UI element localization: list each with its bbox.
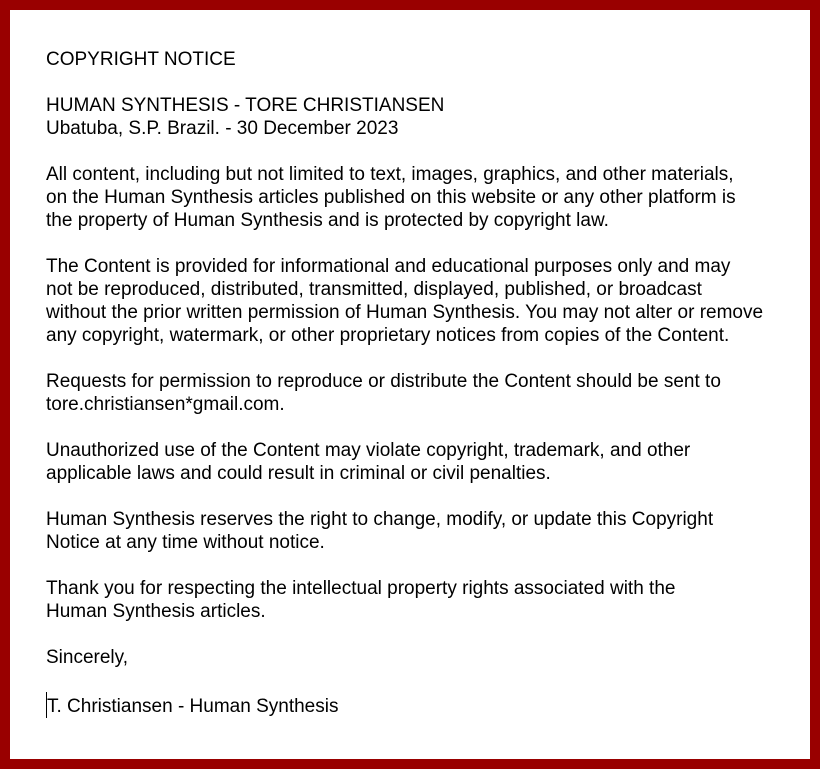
text-line: any copyright, watermark, or other proprietary notices from copies of the Content. <box>46 325 730 346</box>
paragraph <box>46 370 792 416</box>
text-line: not be reproduced, distributed, transmitted, displayed, published, or broadcast <box>46 279 702 300</box>
paragraph <box>46 439 792 485</box>
paragraph <box>46 255 792 347</box>
text-line: tore.christiansen*gmail.com. <box>46 394 285 415</box>
document-content[interactable] <box>10 10 810 718</box>
paragraph <box>46 163 792 232</box>
paragraph <box>46 577 792 623</box>
text-line: Human Synthesis articles. <box>46 601 266 622</box>
document-body <box>46 163 792 623</box>
signature-line <box>46 692 792 718</box>
signature-text: T. Christiansen - Human Synthesis <box>47 696 339 717</box>
text-line: the property of Human Synthesis and is protected by copyright law. <box>46 210 609 231</box>
text-line: Human Synthesis reserves the right to change, modify, or update this Copyright <box>46 509 714 530</box>
text-line: Unauthorized use of the Content may violate copyright, trademark, and other <box>46 440 691 461</box>
header-author-line: HUMAN SYNTHESIS - TORE CHRISTIANSEN <box>46 95 445 116</box>
text-line: The Content is provided for informational and educational purposes only and may <box>46 256 731 277</box>
header-place-date-line: Ubatuba, S.P. Brazil. - 30 December 2023 <box>46 118 399 139</box>
text-line: Thank you for respecting the intellectual property rights associated with the <box>46 578 676 599</box>
text-line: Notice at any time without notice. <box>46 532 325 553</box>
text-line: Requests for permission to reproduce or distribute the Content should be sent to <box>46 371 721 392</box>
page-title: COPYRIGHT NOTICE <box>46 49 236 70</box>
text-line: on the Human Synthesis articles published on this website or any other platform is <box>46 187 736 208</box>
paragraph <box>46 508 792 554</box>
closing-line: Sincerely, <box>46 647 129 668</box>
text-line: without the prior written permission of Human Synthesis. You may not alter or remove <box>46 302 764 323</box>
document-header <box>46 94 792 140</box>
text-line: applicable laws and could result in criminal or civil penalties. <box>46 463 551 484</box>
text-line: All content, including but not limited to text, images, graphics, and other materials, <box>46 164 734 185</box>
